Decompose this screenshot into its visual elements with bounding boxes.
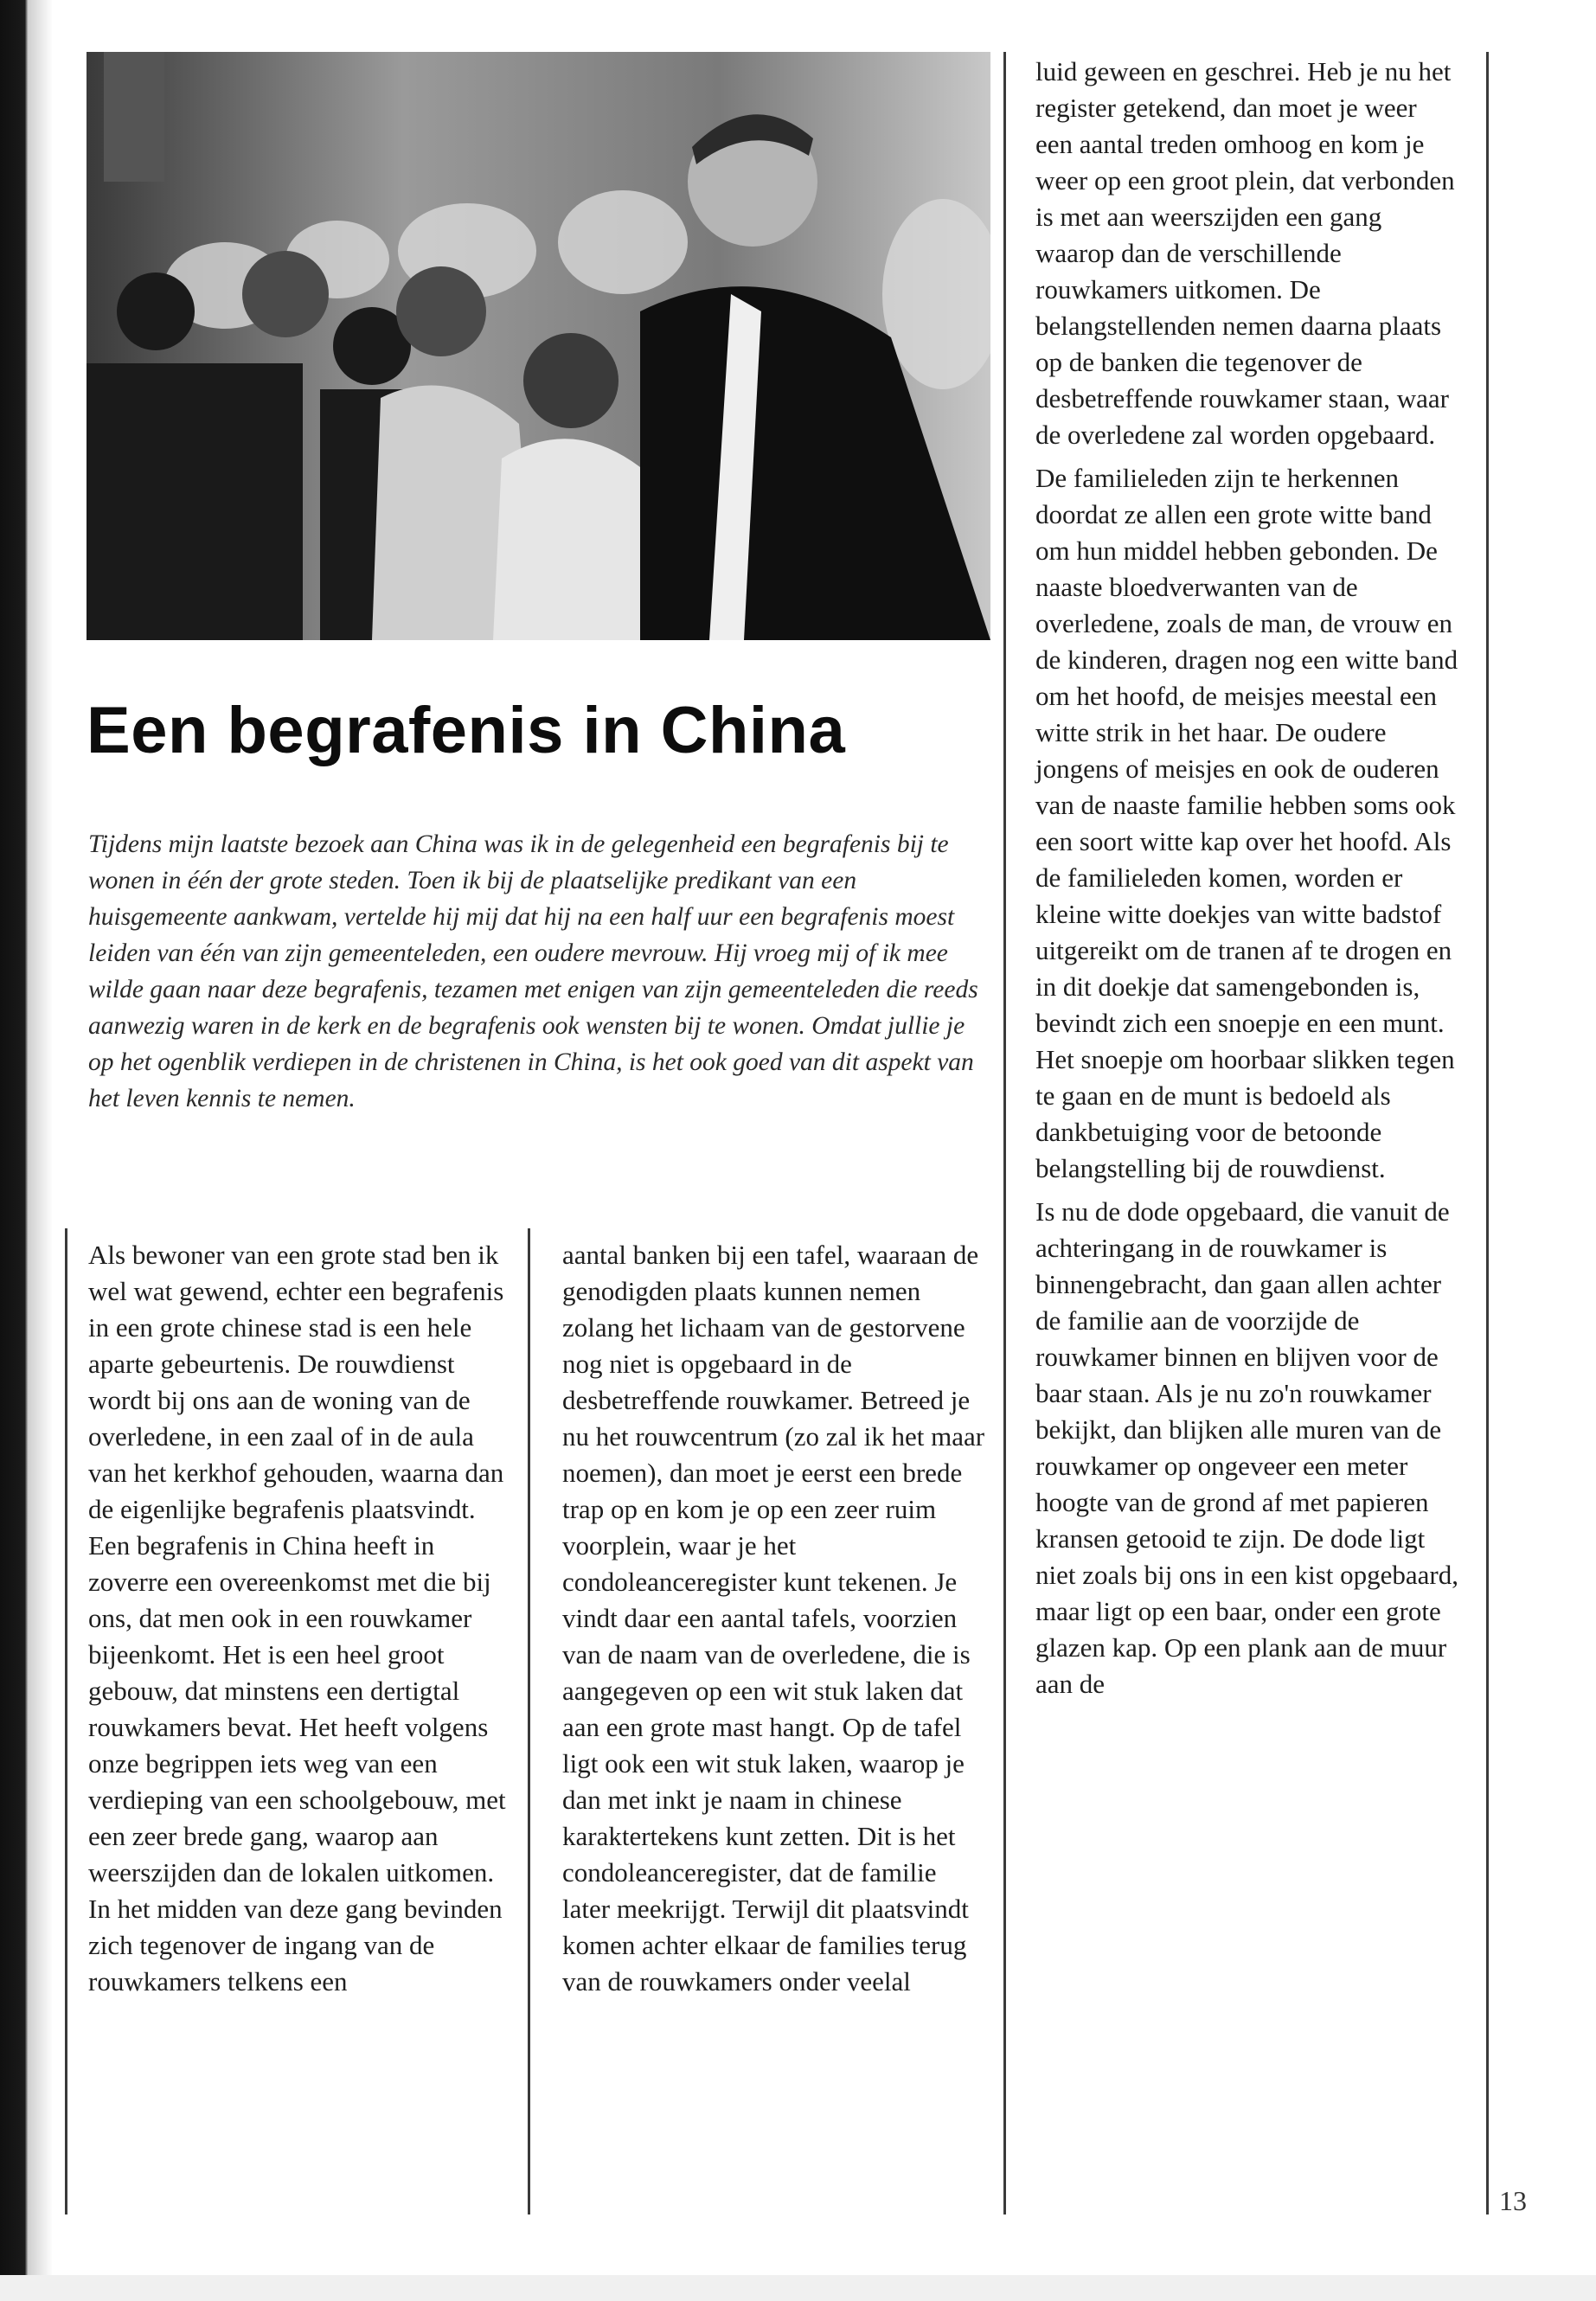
- body-column-2: [562, 1237, 988, 2000]
- body-column-3: [1035, 54, 1459, 1702]
- article-intro: Tijdens mijn laatste bezoek aan China was ik in de gelegenheid een begrafenis bij te wonen in één der grote steden. Toen ik bij de plaatselijke predikant van een huisgemeente aankwam, vertelde hij mij dat hij na een half uur een begrafenis moest leiden van één van zijn gemeenteleden, een oudere mevrouw. Hij vroeg mij of ik mee wilde gaan naar deze begrafenis, tezamen met enigen van zijn gemeenteleden die reeds aanwezig waren in de kerk en de begrafenis ook wensten bij te wonen. Omdat jullie je op het ogenblik verdiepen in de christenen in China, is het ook goed van dit aspekt van het leven kennis te nemen.: [88, 830, 978, 1112]
- body-column-1: [88, 1237, 510, 2000]
- binding-edge: [0, 0, 52, 2301]
- page-bottom-margin: [0, 2275, 1596, 2301]
- column-rule-middle: [528, 1228, 530, 2214]
- paragraph: Is nu de dode opgebaard, die vanuit de achteringang in de rouwkamer is binnengebracht, dan gaan allen achter de familie aan de voorzijde de rouwkamer binnen en blijven voor de baar staan. Als je nu zo'n rouwkamer bekijkt, dan blijken alle muren van de rouwkamer op ongeveer een meter hoogte van de grond af met papieren kransen getooid te zijn. De dode ligt niet zoals bij ons in een kist opgebaard, maar ligt op een baar, onder een grote glazen kap. Op een plank aan de muur aan de: [1035, 1196, 1458, 1699]
- article-title: Een begrafenis in China: [87, 694, 846, 767]
- column-rule-left: [65, 1228, 67, 2214]
- article-photo: [87, 52, 990, 640]
- paragraph: Als bewoner van een grote stad ben ik wel wat gewend, echter een begrafenis in een grote chinese stad is een hele aparte gebeurtenis. De rouwdienst wordt bij ons aan de woning van de overledene, in een zaal of in de aula van het kerkhof gehouden, waarna dan de eigenlijke begrafenis plaatsvindt. Een begrafenis in China heeft in zoverre een overeenkomst met die bij ons, dat men ook in een rouwkamer bijeenkomt. Het is een heel groot gebouw, dat minstens een dertigtal rouwkamers bevat. Het heeft volgens onze begrippen iets weg van een verdieping van een schoolgebouw, met een zeer brede gang, waarop aan weerszijden dan de lokalen uitkomen. In het midden van deze gang bevinden zich tegenover de ingang van de rouwkamers telkens een: [88, 1240, 506, 1997]
- paragraph: aantal banken bij een tafel, waaraan de genodigden plaats kunnen nemen zolang het lichaam van de gestorvene nog niet is opgebaard in de desbetreffende rouwkamer. Betreed je nu het rouwcentrum (zo zal ik het maar noemen), dan moet je eerst een brede trap op en kom je op een zeer ruim voorplein, waar je het condoleanceregister kunt tekenen. Je vindt daar een aantal tafels, voorzien van de naam van de overledene, die is aangegeven op een wit stuk laken dat aan een grote mast hangt. Op de tafel ligt ook een wit stuk laken, waarop je dan met inkt je naam in chinese karaktertekens kunt zetten. Dit is het condoleanceregister, dat de familie later meekrijgt. Terwijl dit plaatsvindt komen achter elkaar de families terug van de rouwkamers onder veelal: [562, 1240, 985, 1997]
- photo-illustration: [87, 52, 990, 640]
- page-number: 13: [1499, 2185, 1527, 2216]
- paragraph: De familieleden zijn te herkennen doordat ze allen een grote witte band om hun middel hebben gebonden. De naaste bloedverwanten van de overledene, zoals de man, de vrouw en de kinderen, dragen nog een witte band om het hoofd, de meisjes meestal een witte strik in het haar. De oudere jongens of meisjes en ook de ouderen van de naaste familie hebben soms ook een soort witte kap over het hoofd. Als de familieleden komen, worden er kleine witte doekjes van witte badstof uitgereikt om de tranen af te drogen en in dit doekje dat samengebonden is, bevindt zich een snoepje en een munt. Het snoepje om hoorbaar slikken tegen te gaan en de munt is bedoeld als dankbetuiging voor de betoonde belangstelling bij de rouwdienst.: [1035, 463, 1458, 1183]
- paragraph: luid geween en geschrei. Heb je nu het register getekend, dan moet je weer een aantal treden omhoog en kom je weer op een groot plein, dat verbonden is met aan weerszijden een gang waarop dan de verschillende rouwkamers uitkomen. De belangstellenden nemen daarna plaats op de banken die tegenover de desbetreffende rouwkamer staan, waar de overledene zal worden opgebaard.: [1035, 56, 1455, 450]
- column-rule-outer: [1486, 52, 1489, 2214]
- column-rule-right: [1003, 52, 1006, 2214]
